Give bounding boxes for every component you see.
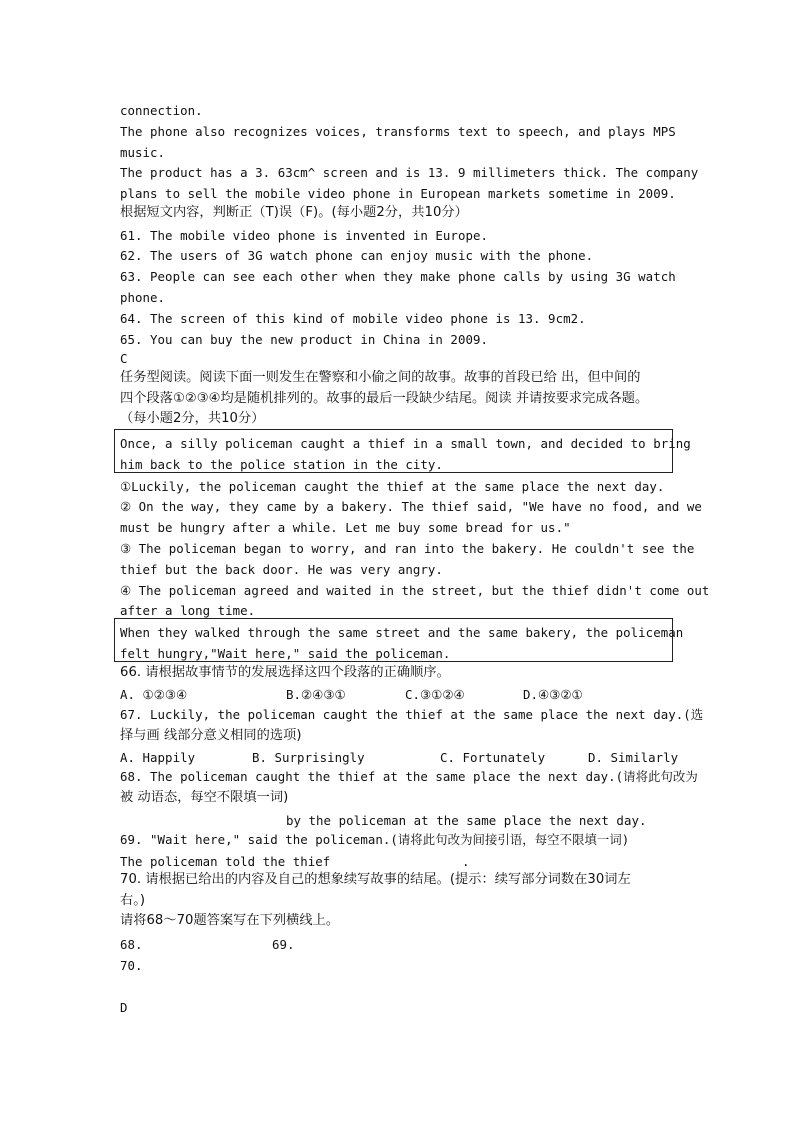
option-b: B.②④③① bbox=[286, 687, 346, 702]
question-70-cont: 右。) bbox=[120, 893, 146, 908]
question-67: 67. Luckily, the policeman caught the thief at the same place the next day.(选 bbox=[120, 707, 704, 722]
option-d: D.④③②① bbox=[523, 687, 583, 702]
option-a: A. ①②③④ bbox=[120, 687, 188, 702]
question-66: 66. 请根据故事情节的发展选择这四个段落的正确顺序。 bbox=[120, 665, 450, 680]
answer-68-label: 68. bbox=[120, 937, 143, 952]
answer-instruction: 请将68～70题答案写在下列横线上。 bbox=[120, 913, 340, 928]
question-62: 62. The users of 3G watch phone can enjoy music with the phone. bbox=[120, 248, 594, 263]
text-line: music. bbox=[120, 145, 166, 160]
paragraph-4: ④ The policeman agreed and waited in the street, but the thief didn't come out bbox=[120, 583, 710, 598]
question-65: 65. You can buy the new product in China in 2009. bbox=[120, 332, 488, 347]
question-63: 63. People can see each other when they make phone calls by using 3G watch bbox=[120, 269, 676, 284]
paragraph-1: ①Luckily, the policeman caught the thief at the same place the next day. bbox=[120, 479, 665, 494]
paragraph-2: must be hungry after a while. Let me buy some bread for us." bbox=[120, 520, 571, 535]
text-line: connection. bbox=[120, 103, 203, 118]
paragraph-3: ③ The policeman began to worry, and ran into the bakery. He couldn't see the bbox=[120, 541, 695, 556]
text-line: plans to sell the mobile video phone in European markets sometime in 2009. bbox=[120, 186, 676, 201]
paragraph-2: ② On the way, they came by a bakery. The thief said, "We have no food, and we bbox=[120, 499, 702, 514]
story-opening: him back to the police station in the city. bbox=[120, 457, 443, 472]
section-c-intro: （每小题2分，共10分） bbox=[120, 411, 265, 426]
question-68-blank-line: by the policeman at the same place the next day. bbox=[286, 813, 647, 828]
story-opening: Once, a silly policeman caught a thief in a small town, and decided to bring bbox=[120, 436, 691, 451]
question-70: 70. 请根据已给出的内容及自己的想象续写故事的结尾。(提示：续写部分词数在30词左 bbox=[120, 872, 631, 887]
section-label-d: D bbox=[120, 1000, 128, 1015]
question-69-blank-line: The policeman told the thief bbox=[120, 854, 331, 869]
option-d: D. Similarly bbox=[588, 750, 679, 765]
question-69: 69. "Wait here," said the policeman.(请将此句改为间接引语，每空不限填一词) bbox=[120, 832, 630, 847]
question-68-cont: 被 动语态，每空不限填一词) bbox=[120, 790, 289, 805]
question-68: 68. The policeman caught the thief at the same place the next day.(请将此句改为 bbox=[120, 769, 698, 784]
question-64: 64. The screen of this kind of mobile video phone is 13. 9cm2. bbox=[120, 311, 586, 326]
instruction-line: 根据短文内容，判断正（T)误（F)。(每小题2分，共10分） bbox=[120, 205, 468, 220]
story-ending: When they walked through the same street and the same bakery, the policeman bbox=[120, 625, 684, 640]
section-c-intro: 任务型阅读。阅读下面一则发生在警察和小偷之间的故事。故事的首段已给 出，但中间的 bbox=[120, 370, 641, 385]
paragraph-4: after a long time. bbox=[120, 603, 256, 618]
question-61: 61. The mobile video phone is invented in Europe. bbox=[120, 228, 488, 243]
story-ending: felt hungry,"Wait here," said the policeman. bbox=[120, 646, 451, 661]
option-c: C. Fortunately bbox=[440, 750, 546, 765]
option-b: B. Surprisingly bbox=[252, 750, 365, 765]
option-c: C.③①②④ bbox=[405, 687, 465, 702]
question-67-cont: 择与画 线部分意义相同的选项) bbox=[120, 728, 302, 743]
option-a: A. Happily bbox=[120, 750, 196, 765]
paragraph-3: thief but the back door. He was very angry. bbox=[120, 562, 443, 577]
text-line: The phone also recognizes voices, transforms text to speech, and plays MPS bbox=[120, 124, 676, 139]
question-69-period: . bbox=[462, 854, 470, 869]
section-c-intro: 四个段落①②③④均是随机排列的。故事的最后一段缺少结尾。阅读 并请按要求完成各题。 bbox=[120, 391, 649, 406]
answer-70-label: 70. bbox=[120, 958, 143, 973]
section-label-c: C bbox=[120, 351, 128, 366]
question-63-cont: phone. bbox=[120, 290, 166, 305]
text-line: The product has a 3. 63cm^ screen and is 13. 9 millimeters thick. The company bbox=[120, 165, 699, 180]
answer-69-label: 69. bbox=[272, 937, 295, 952]
